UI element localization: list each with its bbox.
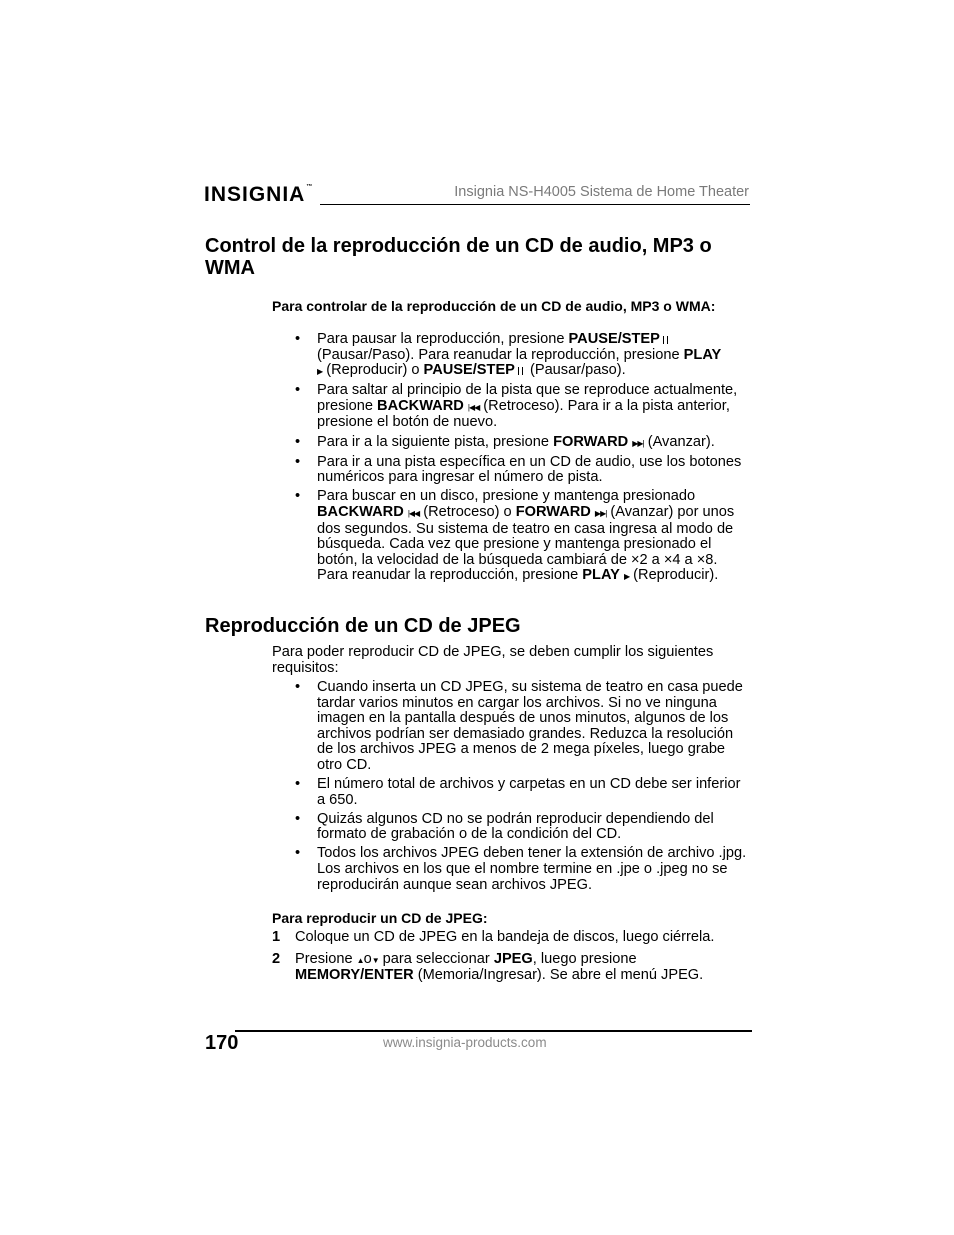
header-rule bbox=[320, 204, 750, 205]
numbered-steps bbox=[272, 930, 752, 990]
bullet-list-jpeg bbox=[295, 680, 750, 897]
section-title-cd-control: Control de la reproducción de un CD de audio, MP3 o WMA bbox=[205, 235, 712, 279]
list-item: • Cuando inserta un CD JPEG, su sistema de teatro en casa puede tardar varios minutos en cargar los archivos. Si no ve ninguna imagen en la pantalla después de unos minutos, algunos de los archivos podrían ser demasiado grandes. Reduzca la resolución de los archivos JPEG a menos de 2 mega píxeles, luego grabe otro CD. bbox=[295, 680, 750, 774]
list-item: 1 Coloque un CD de JPEG en la bandeja de discos, luego ciérrela. bbox=[272, 929, 715, 945]
footer-rule bbox=[235, 1030, 752, 1032]
list-item: • Quizás algunos CD no se podrán reproducir dependiendo del formato de grabación o de la condición del CD. bbox=[295, 812, 750, 843]
intro-paragraph: Para poder reproducir CD de JPEG, se deben cumplir los siguientes requisitos: bbox=[272, 644, 714, 676]
footer-url: www.insignia-products.com bbox=[383, 1035, 547, 1050]
list-item: • Para saltar al principio de la pista que se reproduce actualmente, presione BACKWARD |◀◀ (Retroceso). Para ir a la pista anterior, presione el botón de nuevo. bbox=[295, 383, 750, 431]
list-item: • Para ir a una pista específica en un CD de audio, use los botones numéricos para ingresar el número de pista. bbox=[295, 455, 750, 486]
play-icon: ▶ bbox=[623, 572, 630, 582]
down-arrow-icon: ▼ bbox=[371, 955, 379, 965]
trademark-mark: ™ bbox=[306, 184, 314, 190]
brand-logo bbox=[204, 184, 313, 205]
step-number: 1 bbox=[272, 929, 281, 945]
backward-icon: |◀◀ bbox=[467, 402, 480, 412]
subheading-cd-control: Para controlar de la reproducción de un CD de audio, MP3 o WMA: bbox=[272, 298, 716, 314]
document-title: Insignia NS-H4005 Sistema de Home Theater bbox=[454, 184, 749, 200]
pause-icon bbox=[518, 367, 523, 375]
backward-icon: |◀◀ bbox=[407, 508, 420, 518]
list-item: 2 Presione ▲o▼ para seleccionar JPEG, luego presione MEMORY/ENTER (Memoria/Ingresar). Se abre el menú JPEG. bbox=[272, 950, 704, 984]
up-arrow-icon: ▲ bbox=[356, 955, 364, 965]
forward-icon: ▶▶| bbox=[594, 508, 607, 518]
list-item: • Para pausar la reproducción, presione PAUSE/STEP (Pausar/Paso). Para reanudar la reproducción, presione PLAY ▶ (Reproducir) o PAUSE/STEP (Pausar/paso). bbox=[295, 332, 750, 380]
page-number: 170 bbox=[205, 1032, 239, 1054]
subheading-jpeg-play: Para reproducir un CD de JPEG: bbox=[272, 910, 488, 926]
play-icon: ▶ bbox=[317, 367, 323, 377]
list-item: • El número total de archivos y carpetas en un CD debe ser inferior a 650. bbox=[295, 777, 750, 808]
list-item: • Todos los archivos JPEG deben tener la extensión de archivo .jpg. Los archivos en los que el nombre termine en .jpe o .jpeg no se reproducirán aunque sean archivos JPEG. bbox=[295, 846, 750, 893]
step-number: 2 bbox=[272, 950, 281, 967]
section-title-jpeg: Reproducción de un CD de JPEG bbox=[205, 615, 521, 637]
brand-name: INSIGNIA bbox=[204, 183, 306, 206]
bullet-list-cd-control bbox=[295, 332, 750, 588]
list-item: • Para buscar en un disco, presione y mantenga presionado BACKWARD |◀◀ (Retroceso) o FORWARD ▶▶| (Avanzar) por unos dos segundos. Su sistema de teatro en casa ingresa al modo de búsqueda. Cada vez que presione y mantenga presionado el botón, la velocidad de la búsqueda cambiará de ×2 a ×4 a ×8. Para reanudar la reproducción, presione PLAY ▶ (Reproducir). bbox=[295, 489, 750, 585]
list-item: • Para ir a la siguiente pista, presione FORWARD ▶▶| (Avanzar). bbox=[295, 435, 750, 452]
pause-icon bbox=[663, 336, 668, 344]
forward-icon: ▶▶| bbox=[632, 438, 644, 448]
